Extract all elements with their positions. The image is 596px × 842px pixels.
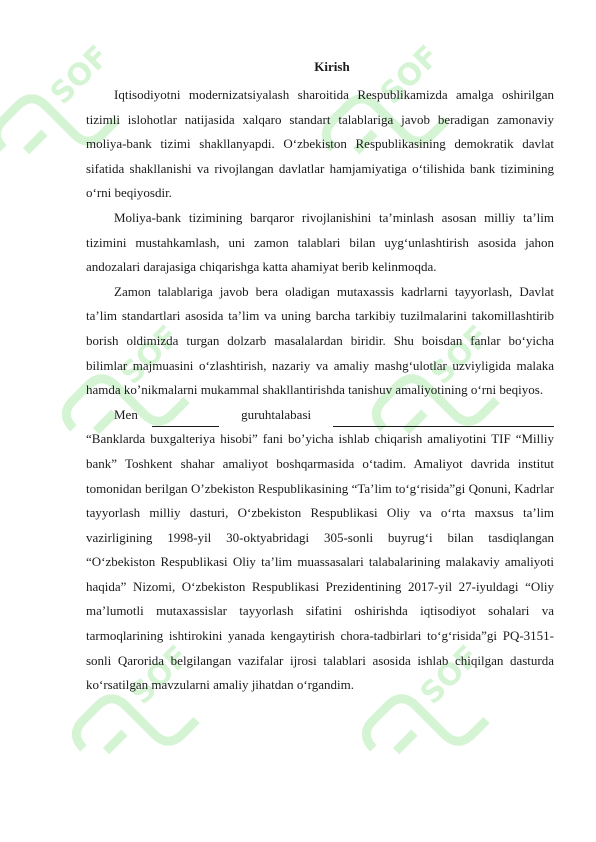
group-blank [152,414,219,427]
watermark-text: SOF [423,320,497,392]
watermark-text: SOF [123,640,197,712]
student-info-line [86,403,554,428]
paragraph-banking: Moliya-bank tizimining barqaror rivojlanishini ta’minlash asosan milliy ta’lim tizimini mustahkamlash, uni zamon talablari bilan uyg‘unlashtirish asosida jahon andozalari darajasiga chiqarishga katta ahamiyat berib kelinmoqda. [86,209,554,275]
watermark-text: SOF [113,320,187,392]
word-guruh: guruh [241,406,272,422]
watermark-text: SOF [413,640,487,712]
paragraph-standards: Zamon talablariga javob bera oladigan mutaxassis kadrlarni tayyorlash, Davlat ta’lim standartlari asosida ta’lim va uning barcha tarkibiy tuzilmalarini takomillashtirib borish oldimizda turgan dolzarb masalalardan biridir. Shu boisdan fanlar bo‘yicha bilimlar majmuasini o‘zlashtirish, nazariy va amaliy mashg‘ulotlar uzviyligida malaka hamda ko’nikmalarni mukammal shakllantirishda tanishuv amaliyotining o‘rni beqiyos. [86,283,554,398]
word-talabasi: talabasi [271,406,312,422]
paragraph-practice: “Banklarda buxgalteriya hisobi” fani bo’yicha ishlab chiqarish amaliyotini TIF “Milliy bank” Toshkent shahar amaliyot boshqarmasida o‘tadim. Amaliyot davrida institut tomonidan berilgan O’zbekiston Respublikasining “Ta’lim to‘g‘risida”gi Qonuni, Kadrlar tayyorlash milliy dasturi, O‘zbekiston Respublikasi Oliy va o‘rta maxsus ta’lim vazirligining 1998-yil 30-oktyabridagi 305-sonli buyrug‘i bilan tasdiqlangan “O‘zbekiston Respublikasi Oliy ta’lim muassasalari talabalarining malakaviy amaliyoti haqida” Nizomi, O‘zbekiston Respublikasi Prezidentining 2017-yil 27-iyuldagi “Oliy ma’lumotli mutaxassislar tayyorlash sifatini oshirishda iqtisodiyot sohalari va tarmoqlarining ishtirokini yanada kengaytirish chora-tadbirlari to‘g‘risida”gi PQ-3151-sonli Qarorida belgilangan vazifalar ijrosi talablari asosida ishlab chiqilgan dasturda ko‘rsatilgan mavzularni amaliy jihatdan o‘rgandim. [86,431,554,693]
document-page [86,57,554,698]
paragraph-intro: Iqtisodiyotni modernizatsiyalash sharoitida Respublikamizda amalga oshirilgan tizimli islohotlar natijasida xalqaro standart talablariga javob beradigan zamonaviy moliya-bank tizimi shakllanyapdi. O‘zbekiston Respublikasining demokratik davlat sifatida shakllanishi va rivojlangan davlatlar hamjamiyatiga o‘tilishida bank tizimining o‘rni beqiyosdir. [86,87,554,201]
watermark-text: SOF [43,40,117,112]
name-blank [333,414,554,427]
word-men: Men [114,406,138,422]
watermark-text: SOF [373,40,447,112]
page-title: Kirish [314,59,350,74]
